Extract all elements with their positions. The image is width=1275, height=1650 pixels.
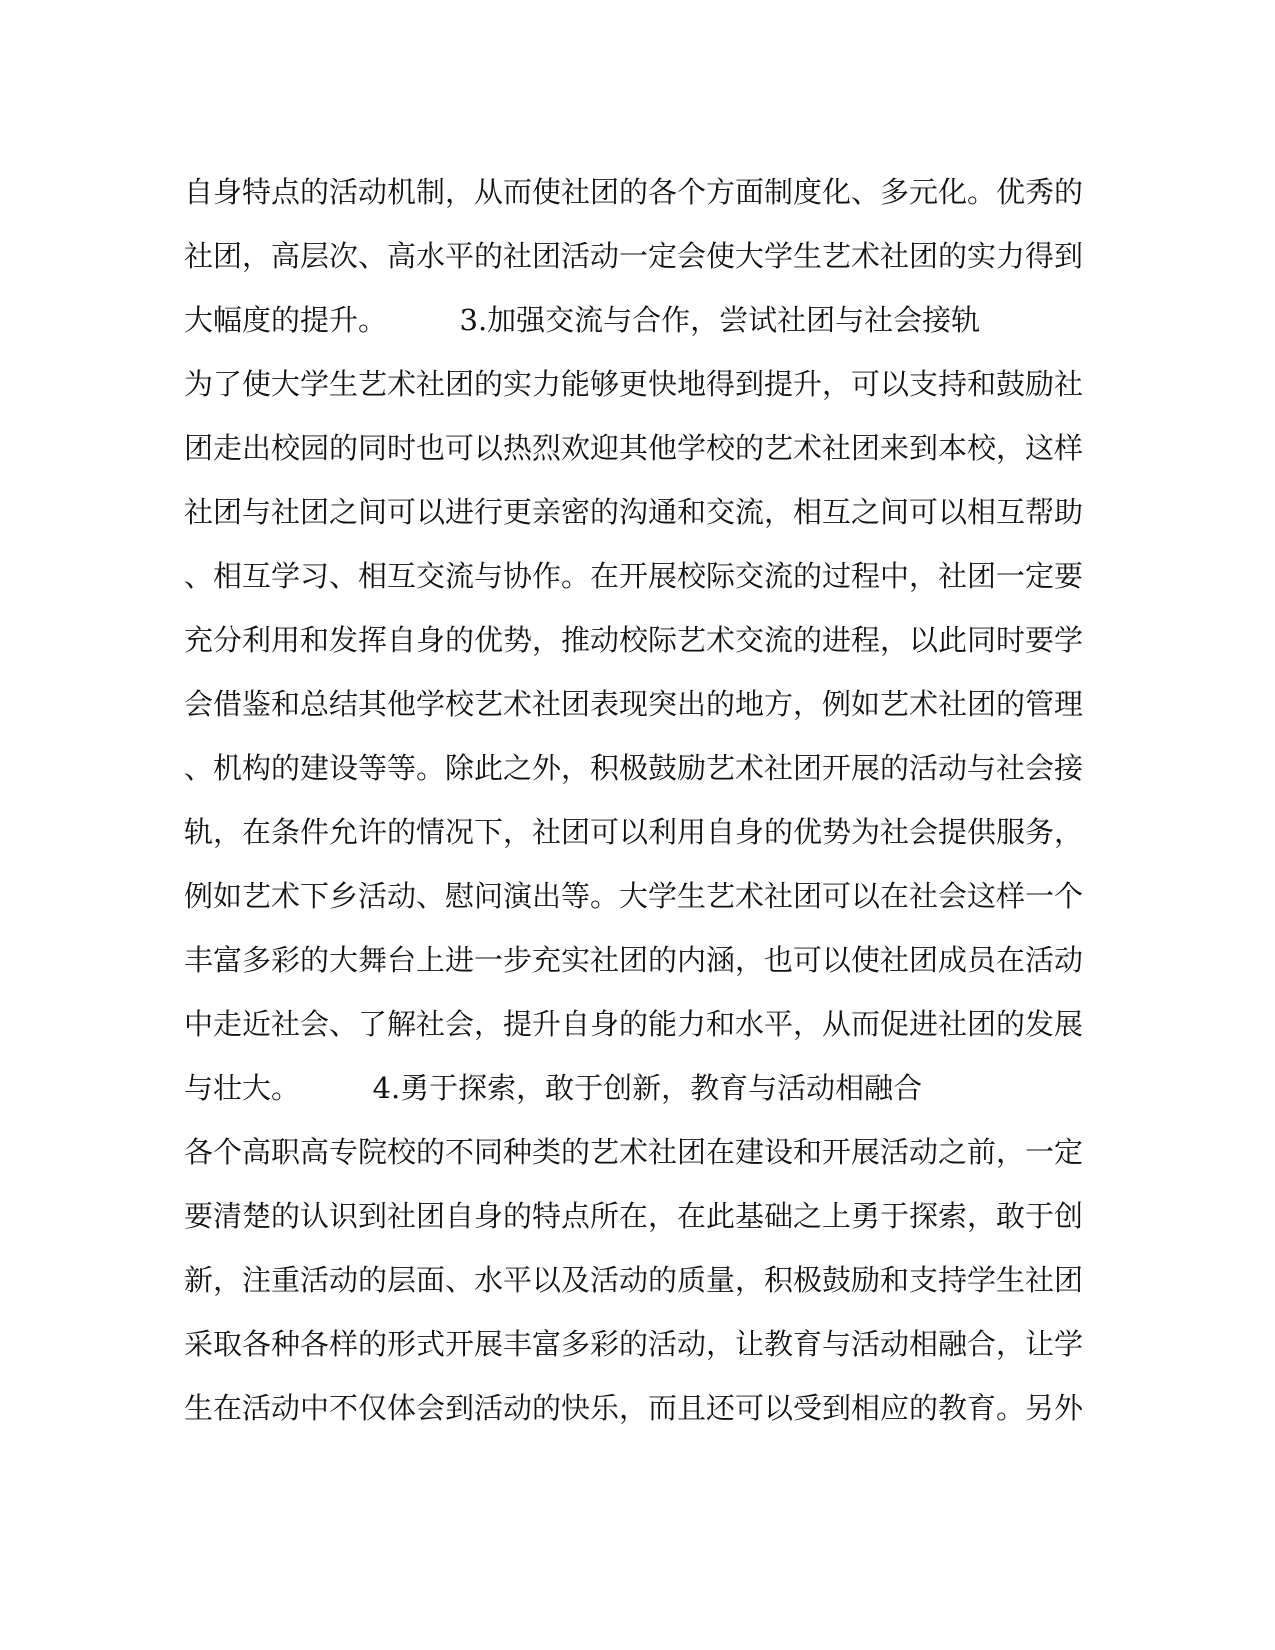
text-line: 社团，高层次、高水平的社团活动一定会使大学生艺术社团的实力得到 [184,239,1084,273]
text-line: 大幅度的提升。 3.加强交流与合作，尝试社团与社会接轨 [184,303,981,337]
text-line: 丰富多彩的大舞台上进一步充实社团的内涵，也可以使社团成员在活动 [184,943,1084,977]
text-line: 充分利用和发挥自身的优势，推动校际艺术交流的进程，以此同时要学 [184,623,1084,657]
text-line: 与壮大。 4.勇于探索，敢于创新，教育与活动相融合 [184,1071,923,1105]
text-line: 为了使大学生艺术社团的实力能够更快地得到提升，可以支持和鼓励社 [184,367,1084,401]
text-line: 生在活动中不仅体会到活动的快乐，而且还可以受到相应的教育。另外 [184,1391,1084,1425]
text-line: 会借鉴和总结其他学校艺术社团表现突出的地方，例如艺术社团的管理 [184,687,1084,721]
text-line: 要清楚的认识到社团自身的特点所在，在此基础之上勇于探索，敢于创 [184,1199,1084,1233]
text-line: 例如艺术下乡活动、慰问演出等。大学生艺术社团可以在社会这样一个 [184,879,1084,913]
text-line: 自身特点的活动机制，从而使社团的各个方面制度化、多元化。优秀的 [184,175,1084,209]
text-line: 中走近社会、了解社会，提升自身的能力和水平，从而促进社团的发展 [184,1007,1084,1041]
text-line: 新，注重活动的层面、水平以及活动的质量，积极鼓励和支持学生社团 [184,1263,1084,1297]
text-line: 、相互学习、相互交流与协作。在开展校际交流的过程中，社团一定要 [184,559,1084,593]
text-line: 轨，在条件允许的情况下，社团可以利用自身的优势为社会提供服务， [184,815,1084,849]
text-line: 采取各种各样的形式开展丰富多彩的活动，让教育与活动相融合，让学 [184,1327,1084,1361]
text-line: 团走出校园的同时也可以热烈欢迎其他学校的艺术社团来到本校，这样 [184,431,1084,465]
text-line: 社团与社团之间可以进行更亲密的沟通和交流，相互之间可以相互帮助 [184,495,1084,529]
text-line: 各个高职高专院校的不同种类的艺术社团在建设和开展活动之前，一定 [184,1135,1084,1169]
text-line: 、机构的建设等等。除此之外，积极鼓励艺术社团开展的活动与社会接 [184,751,1084,785]
body-text [184,160,1094,1440]
